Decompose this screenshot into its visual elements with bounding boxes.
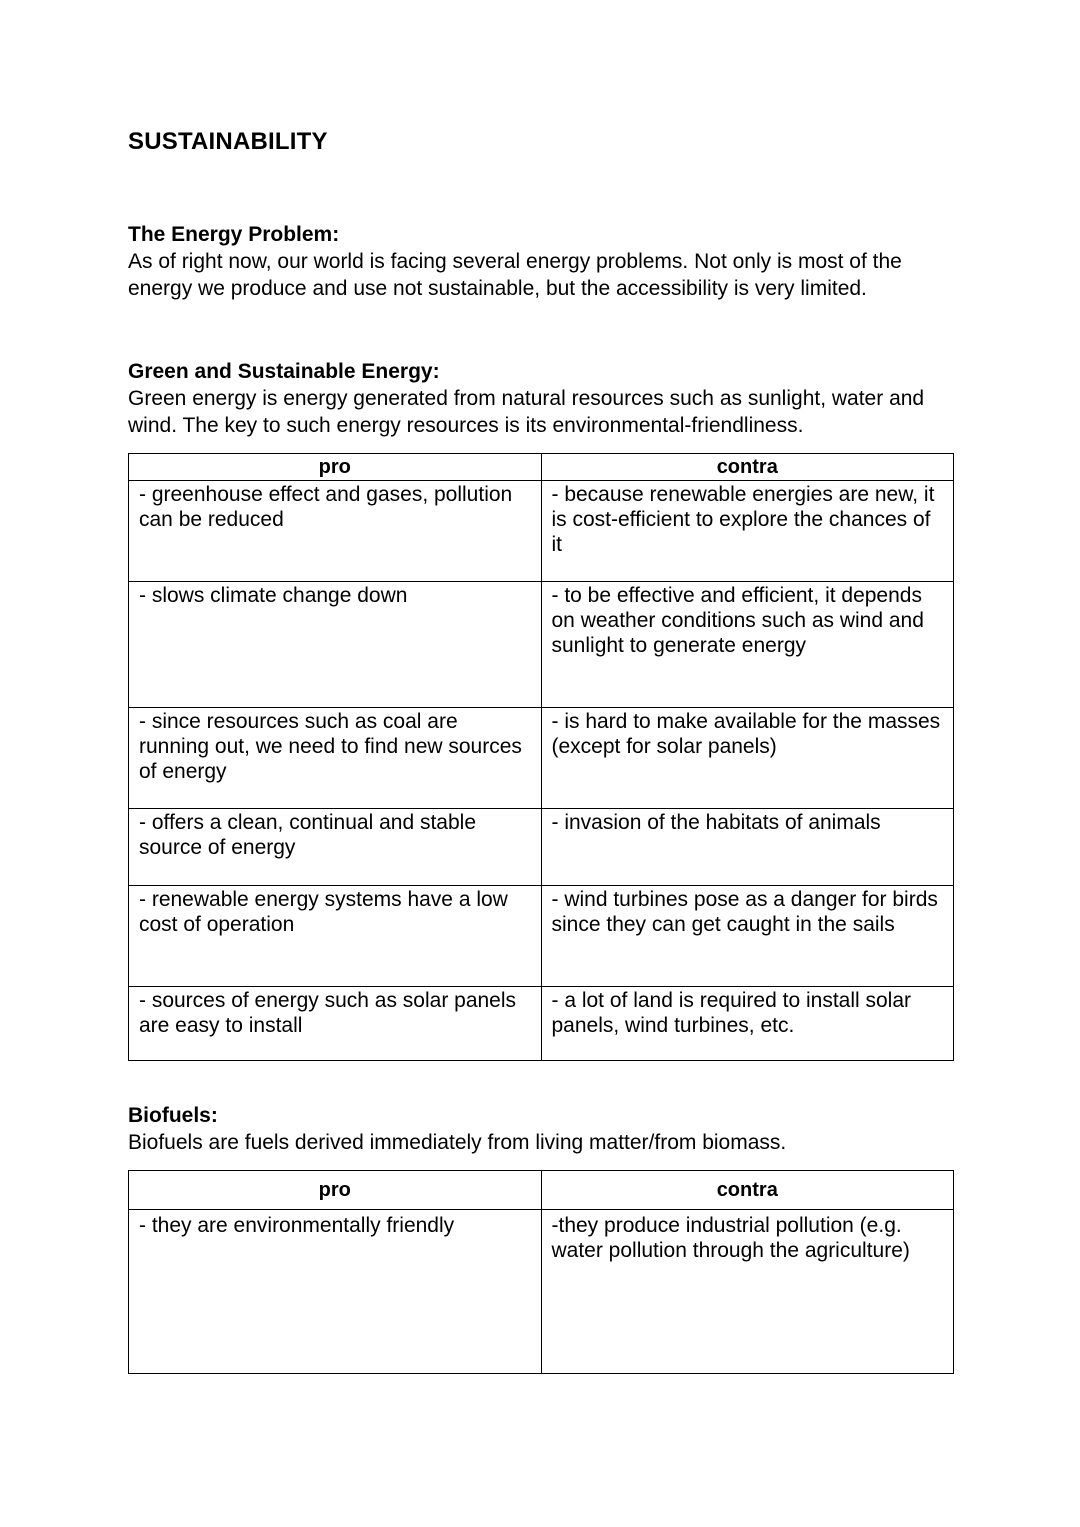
pro-cell: - since resources such as coal are running out, we need to find new sources of energy bbox=[129, 708, 542, 809]
pro-cell: - sources of energy such as solar panels are easy to install bbox=[129, 987, 542, 1061]
energy-problem-text: As of right now, our world is facing several energy problems. Not only is most of the energy we produce and use not sustainable, but the accessibility is very limited. bbox=[128, 250, 902, 300]
contra-cell: - to be effective and efficient, it depends on weather conditions such as wind and sunlight to generate energy bbox=[541, 582, 954, 708]
table-row bbox=[129, 1210, 954, 1374]
green-energy-text: Green energy is energy generated from natural resources such as sunlight, water and wind. The key to such energy resources is its environmental-friendliness. bbox=[128, 387, 925, 437]
table-row bbox=[129, 481, 954, 582]
table-row bbox=[129, 582, 954, 708]
biofuels-section bbox=[128, 1102, 954, 1156]
contra-header: contra bbox=[541, 454, 954, 481]
contra-cell: - because renewable energies are new, it is cost-efficient to explore the chances of it bbox=[541, 481, 954, 582]
contra-cell: - wind turbines pose as a danger for birds since they can get caught in the sails bbox=[541, 886, 954, 987]
biofuels-heading: Biofuels: bbox=[128, 1104, 218, 1127]
pro-cell: - offers a clean, continual and stable source of energy bbox=[129, 809, 542, 886]
pro-cell: - they are environmentally friendly bbox=[129, 1210, 542, 1374]
table-row bbox=[129, 987, 954, 1061]
contra-header: contra bbox=[541, 1171, 954, 1210]
green-energy-heading: Green and Sustainable Energy: bbox=[128, 360, 440, 383]
contra-cell: - invasion of the habitats of animals bbox=[541, 809, 954, 886]
pro-cell: - slows climate change down bbox=[129, 582, 542, 708]
table-row bbox=[129, 809, 954, 886]
energy-problem-section bbox=[128, 221, 954, 302]
table-row bbox=[129, 708, 954, 809]
biofuels-text: Biofuels are fuels derived immediately from living matter/from biomass. bbox=[128, 1131, 787, 1154]
contra-cell: - a lot of land is required to install solar panels, wind turbines, etc. bbox=[541, 987, 954, 1061]
energy-problem-heading: The Energy Problem: bbox=[128, 223, 340, 246]
table-header-row bbox=[129, 1171, 954, 1210]
contra-cell: -they produce industrial pollution (e.g. water pollution through the agriculture) bbox=[541, 1210, 954, 1374]
table-row bbox=[129, 886, 954, 987]
table-header-row bbox=[129, 454, 954, 481]
pro-header: pro bbox=[129, 1171, 542, 1210]
pro-header: pro bbox=[129, 454, 542, 481]
contra-cell: - is hard to make available for the masses (except for solar panels) bbox=[541, 708, 954, 809]
pro-cell: - greenhouse effect and gases, pollution can be reduced bbox=[129, 481, 542, 582]
green-energy-section bbox=[128, 358, 954, 439]
green-energy-pro-contra-table bbox=[128, 453, 954, 1061]
pro-cell: - renewable energy systems have a low cost of operation bbox=[129, 886, 542, 987]
page-title: SUSTAINABILITY bbox=[128, 128, 328, 155]
biofuels-pro-contra-table bbox=[128, 1170, 954, 1374]
